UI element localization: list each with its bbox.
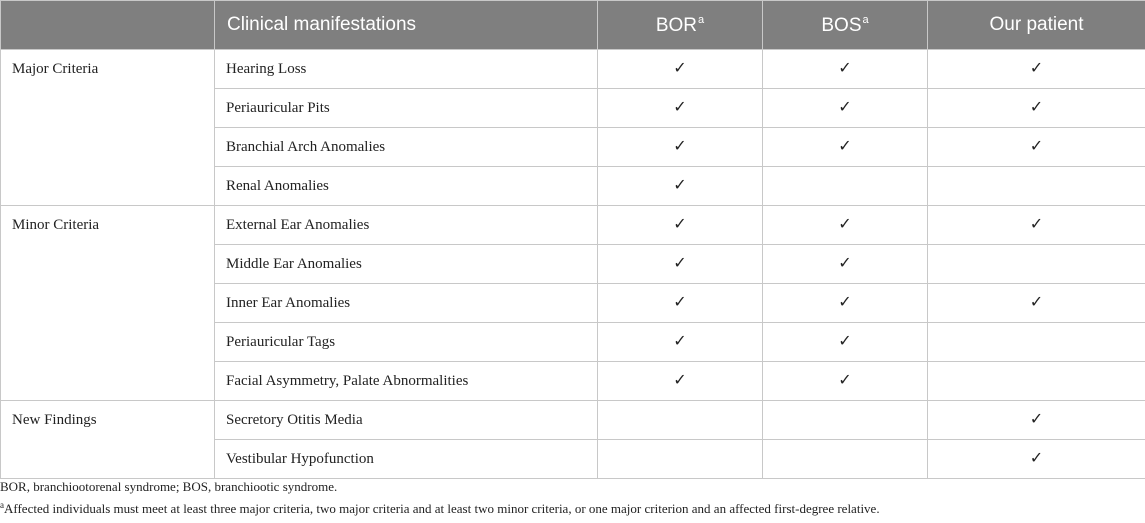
table-row (1, 206, 1145, 245)
check-icon: ✓ (673, 177, 686, 194)
header-our-patient: Our patient (928, 1, 1145, 50)
check-icon: ✓ (673, 255, 686, 272)
check-icon: ✓ (673, 372, 686, 389)
header-clinical-manifestations: Clinical manifestations (215, 1, 598, 50)
manifestation-cell: Middle Ear Anomalies (215, 245, 598, 284)
check-icon: ✓ (838, 333, 851, 350)
bor-check-cell (598, 89, 763, 128)
table-body (1, 50, 1145, 479)
bos-check-cell (763, 401, 928, 440)
patient-check-cell (928, 323, 1145, 362)
check-icon: ✓ (1030, 411, 1043, 428)
bos-check-cell (763, 362, 928, 401)
bor-check-cell (598, 245, 763, 284)
manifestation-cell: Periauricular Pits (215, 89, 598, 128)
check-icon: ✓ (1030, 450, 1043, 467)
bor-check-cell (598, 362, 763, 401)
manifestation-cell: Inner Ear Anomalies (215, 284, 598, 323)
check-icon: ✓ (1030, 138, 1043, 155)
manifestation-cell: Hearing Loss (215, 50, 598, 89)
manifestation-cell: Secretory Otitis Media (215, 401, 598, 440)
footnote-mark: a (0, 500, 4, 510)
header-bor-footnote-mark: a (698, 14, 704, 26)
bor-check-cell (598, 323, 763, 362)
check-icon: ✓ (838, 216, 851, 233)
bor-check-cell (598, 128, 763, 167)
check-icon: ✓ (673, 216, 686, 233)
bor-check-cell (598, 440, 763, 479)
patient-check-cell (928, 89, 1145, 128)
patient-check-cell (928, 167, 1145, 206)
check-icon: ✓ (673, 99, 686, 116)
check-icon: ✓ (838, 255, 851, 272)
patient-check-cell (928, 284, 1145, 323)
patient-check-cell (928, 50, 1145, 89)
header-row (1, 1, 1145, 50)
check-icon: ✓ (1030, 60, 1043, 77)
manifestation-cell: Facial Asymmetry, Palate Abnormalities (215, 362, 598, 401)
patient-check-cell (928, 362, 1145, 401)
footnote-criteria-text: Affected individuals must meet at least three major criteria, two major criteria and at least two minor criteria, or one major criterion and an affected first-degree relative. (4, 501, 880, 516)
check-icon: ✓ (673, 333, 686, 350)
header-blank (1, 1, 215, 50)
check-icon: ✓ (1030, 294, 1043, 311)
bor-check-cell (598, 284, 763, 323)
manifestation-cell: Renal Anomalies (215, 167, 598, 206)
bos-check-cell (763, 245, 928, 284)
patient-check-cell (928, 401, 1145, 440)
group-label: Major Criteria (1, 50, 215, 206)
patient-check-cell (928, 128, 1145, 167)
header-bos (763, 1, 928, 50)
table-row (1, 401, 1145, 440)
bor-check-cell (598, 50, 763, 89)
manifestation-cell: Branchial Arch Anomalies (215, 128, 598, 167)
bor-check-cell (598, 167, 763, 206)
patient-check-cell (928, 206, 1145, 245)
manifestation-cell: Vestibular Hypofunction (215, 440, 598, 479)
header-bor (598, 1, 763, 50)
bos-check-cell (763, 284, 928, 323)
patient-check-cell (928, 245, 1145, 284)
check-icon: ✓ (673, 294, 686, 311)
check-icon: ✓ (1030, 99, 1043, 116)
bos-check-cell (763, 440, 928, 479)
check-icon: ✓ (673, 60, 686, 77)
bos-check-cell (763, 89, 928, 128)
header-bos-label: BOS (821, 15, 861, 36)
table-row (1, 50, 1145, 89)
check-icon: ✓ (838, 138, 851, 155)
manifestation-cell: External Ear Anomalies (215, 206, 598, 245)
check-icon: ✓ (838, 372, 851, 389)
bos-check-cell (763, 50, 928, 89)
bor-check-cell (598, 206, 763, 245)
group-label: New Findings (1, 401, 215, 479)
bos-check-cell (763, 206, 928, 245)
bos-check-cell (763, 167, 928, 206)
manifestation-cell: Periauricular Tags (215, 323, 598, 362)
check-icon: ✓ (838, 294, 851, 311)
footnote-abbreviations: BOR, branchiootorenal syndrome; BOS, branchiootic syndrome. (0, 480, 1145, 493)
check-icon: ✓ (838, 99, 851, 116)
bor-check-cell (598, 401, 763, 440)
header-bos-footnote-mark: a (863, 14, 869, 26)
check-icon: ✓ (838, 60, 851, 77)
group-label: Minor Criteria (1, 206, 215, 401)
bos-check-cell (763, 128, 928, 167)
header-bor-label: BOR (656, 15, 697, 36)
bos-check-cell (763, 323, 928, 362)
check-icon: ✓ (673, 138, 686, 155)
patient-check-cell (928, 440, 1145, 479)
check-icon: ✓ (1030, 216, 1043, 233)
footnote-criteria (0, 501, 1145, 515)
